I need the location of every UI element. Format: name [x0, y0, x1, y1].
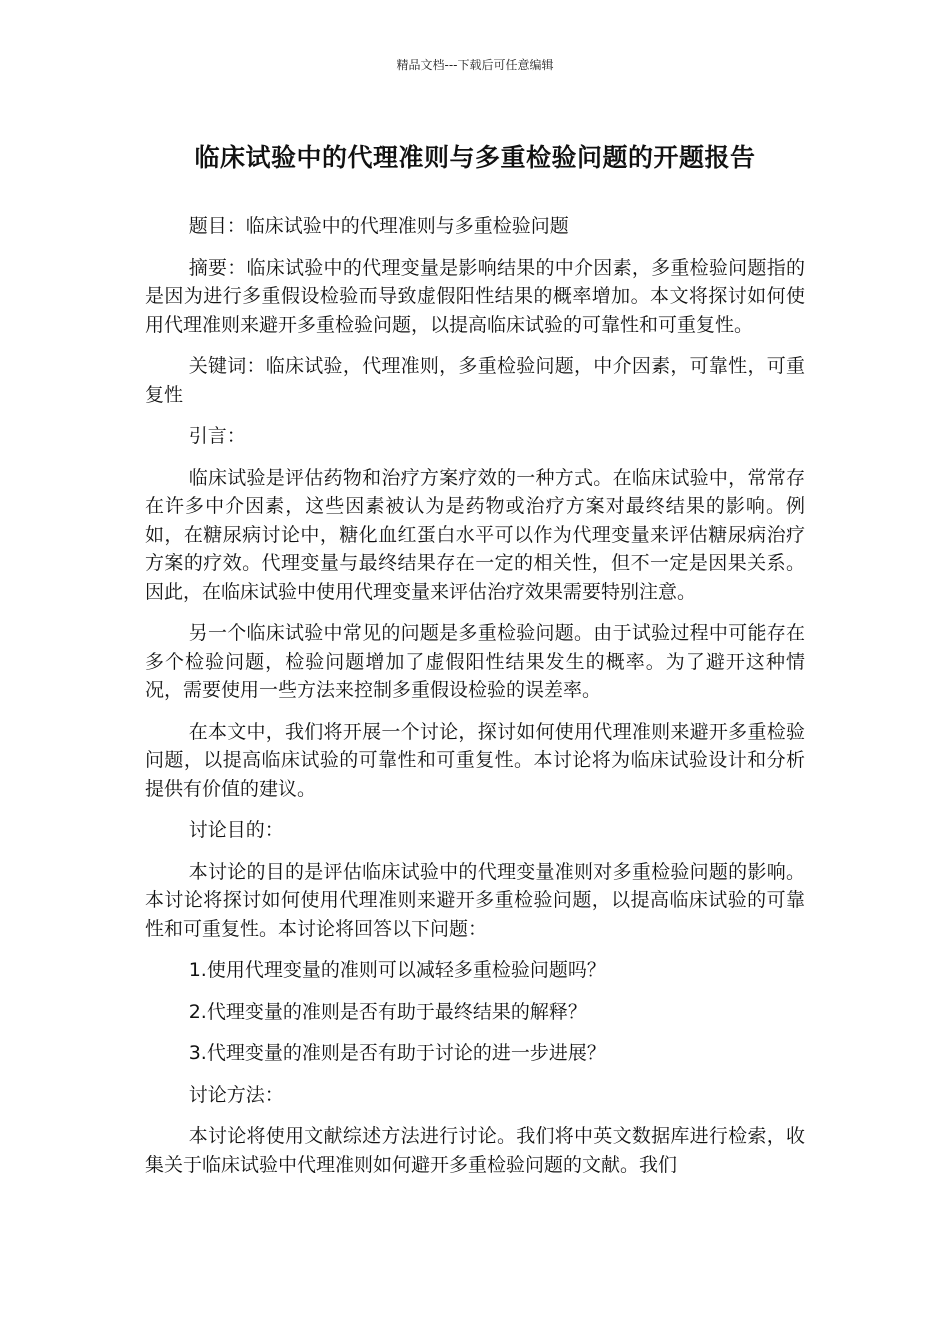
question-item-3: 3.代理变量的准则是否有助于讨论的进一步进展？ — [188, 1042, 606, 1064]
paragraph-abstract: 摘要：临床试验中的代理变量是影响结果的中介因素，多重检验问题指的是因为进行多重假设检验而导致虚假阳性结果的概率增加。本文将探讨如何使用代理准则来避开多重检验问题，以提高临床试验的可靠性和可重复性。 — [145, 256, 805, 336]
section-heading-purpose: 讨论目的： — [188, 819, 284, 841]
paragraph-introduction-3: 在本文中，我们将开展一个讨论，探讨如何使用代理准则来避开多重检验问题，以提高临床试验的可靠性和可重复性。本讨论将为临床试验设计和分析提供有价值的建议。 — [145, 720, 805, 800]
question-item-1: 1.使用代理变量的准则可以减轻多重检验问题吗？ — [188, 959, 606, 981]
paragraph-introduction-1: 临床试验是评估药物和治疗方案疗效的一种方式。在临床试验中，常常存在许多中介因素，这些因素被认为是药物或治疗方案对最终结果的影响。例如，在糖尿病讨论中，糖化血红蛋白水平可以作为代理变量来评估糖尿病治疗方案的疗效。代理变量与最终结果存在一定的相关性，但不一定是因果关系。因此，在临床试验中使用代理变量来评估治疗效果需要特别注意。 — [145, 466, 805, 603]
paragraph-keywords: 关键词：临床试验，代理准则，多重检验问题，中介因素，可靠性，可重复性 — [145, 355, 805, 406]
page-header: 精品文档---下载后可任意编辑 — [396, 58, 554, 72]
question-item-2: 2.代理变量的准则是否有助于最终结果的解释？ — [188, 1000, 587, 1023]
paragraph-introduction-2: 另一个临床试验中常见的问题是多重检验问题。由于试验过程中可能存在多个检验问题，检验问题增加了虚假阳性结果发生的概率。为了避开这种情况，需要使用一些方法来控制多重假设检验的误差率。 — [145, 622, 805, 701]
paragraph-topic: 题目：临床试验中的代理准则与多重检验问题 — [188, 215, 569, 237]
paragraph-purpose: 本讨论的目的是评估临床试验中的代理变量准则对多重检验问题的影响。本讨论将探讨如何使用代理准则来避开多重检验问题，以提高临床试验的可靠性和可重复性。本讨论将回答以下问题： — [145, 860, 805, 940]
document-body — [145, 212, 805, 1192]
section-heading-method: 讨论方法： — [188, 1083, 284, 1106]
section-heading-introduction: 引言： — [188, 425, 246, 447]
paragraph-method: 本讨论将使用文献综述方法进行讨论。我们将中英文数据库进行检索，收集关于临床试验中代理准则如何避开多重检验问题的文献。我们 — [145, 1125, 805, 1176]
document-title: 临床试验中的代理准则与多重检验问题的开题报告 — [194, 143, 756, 172]
